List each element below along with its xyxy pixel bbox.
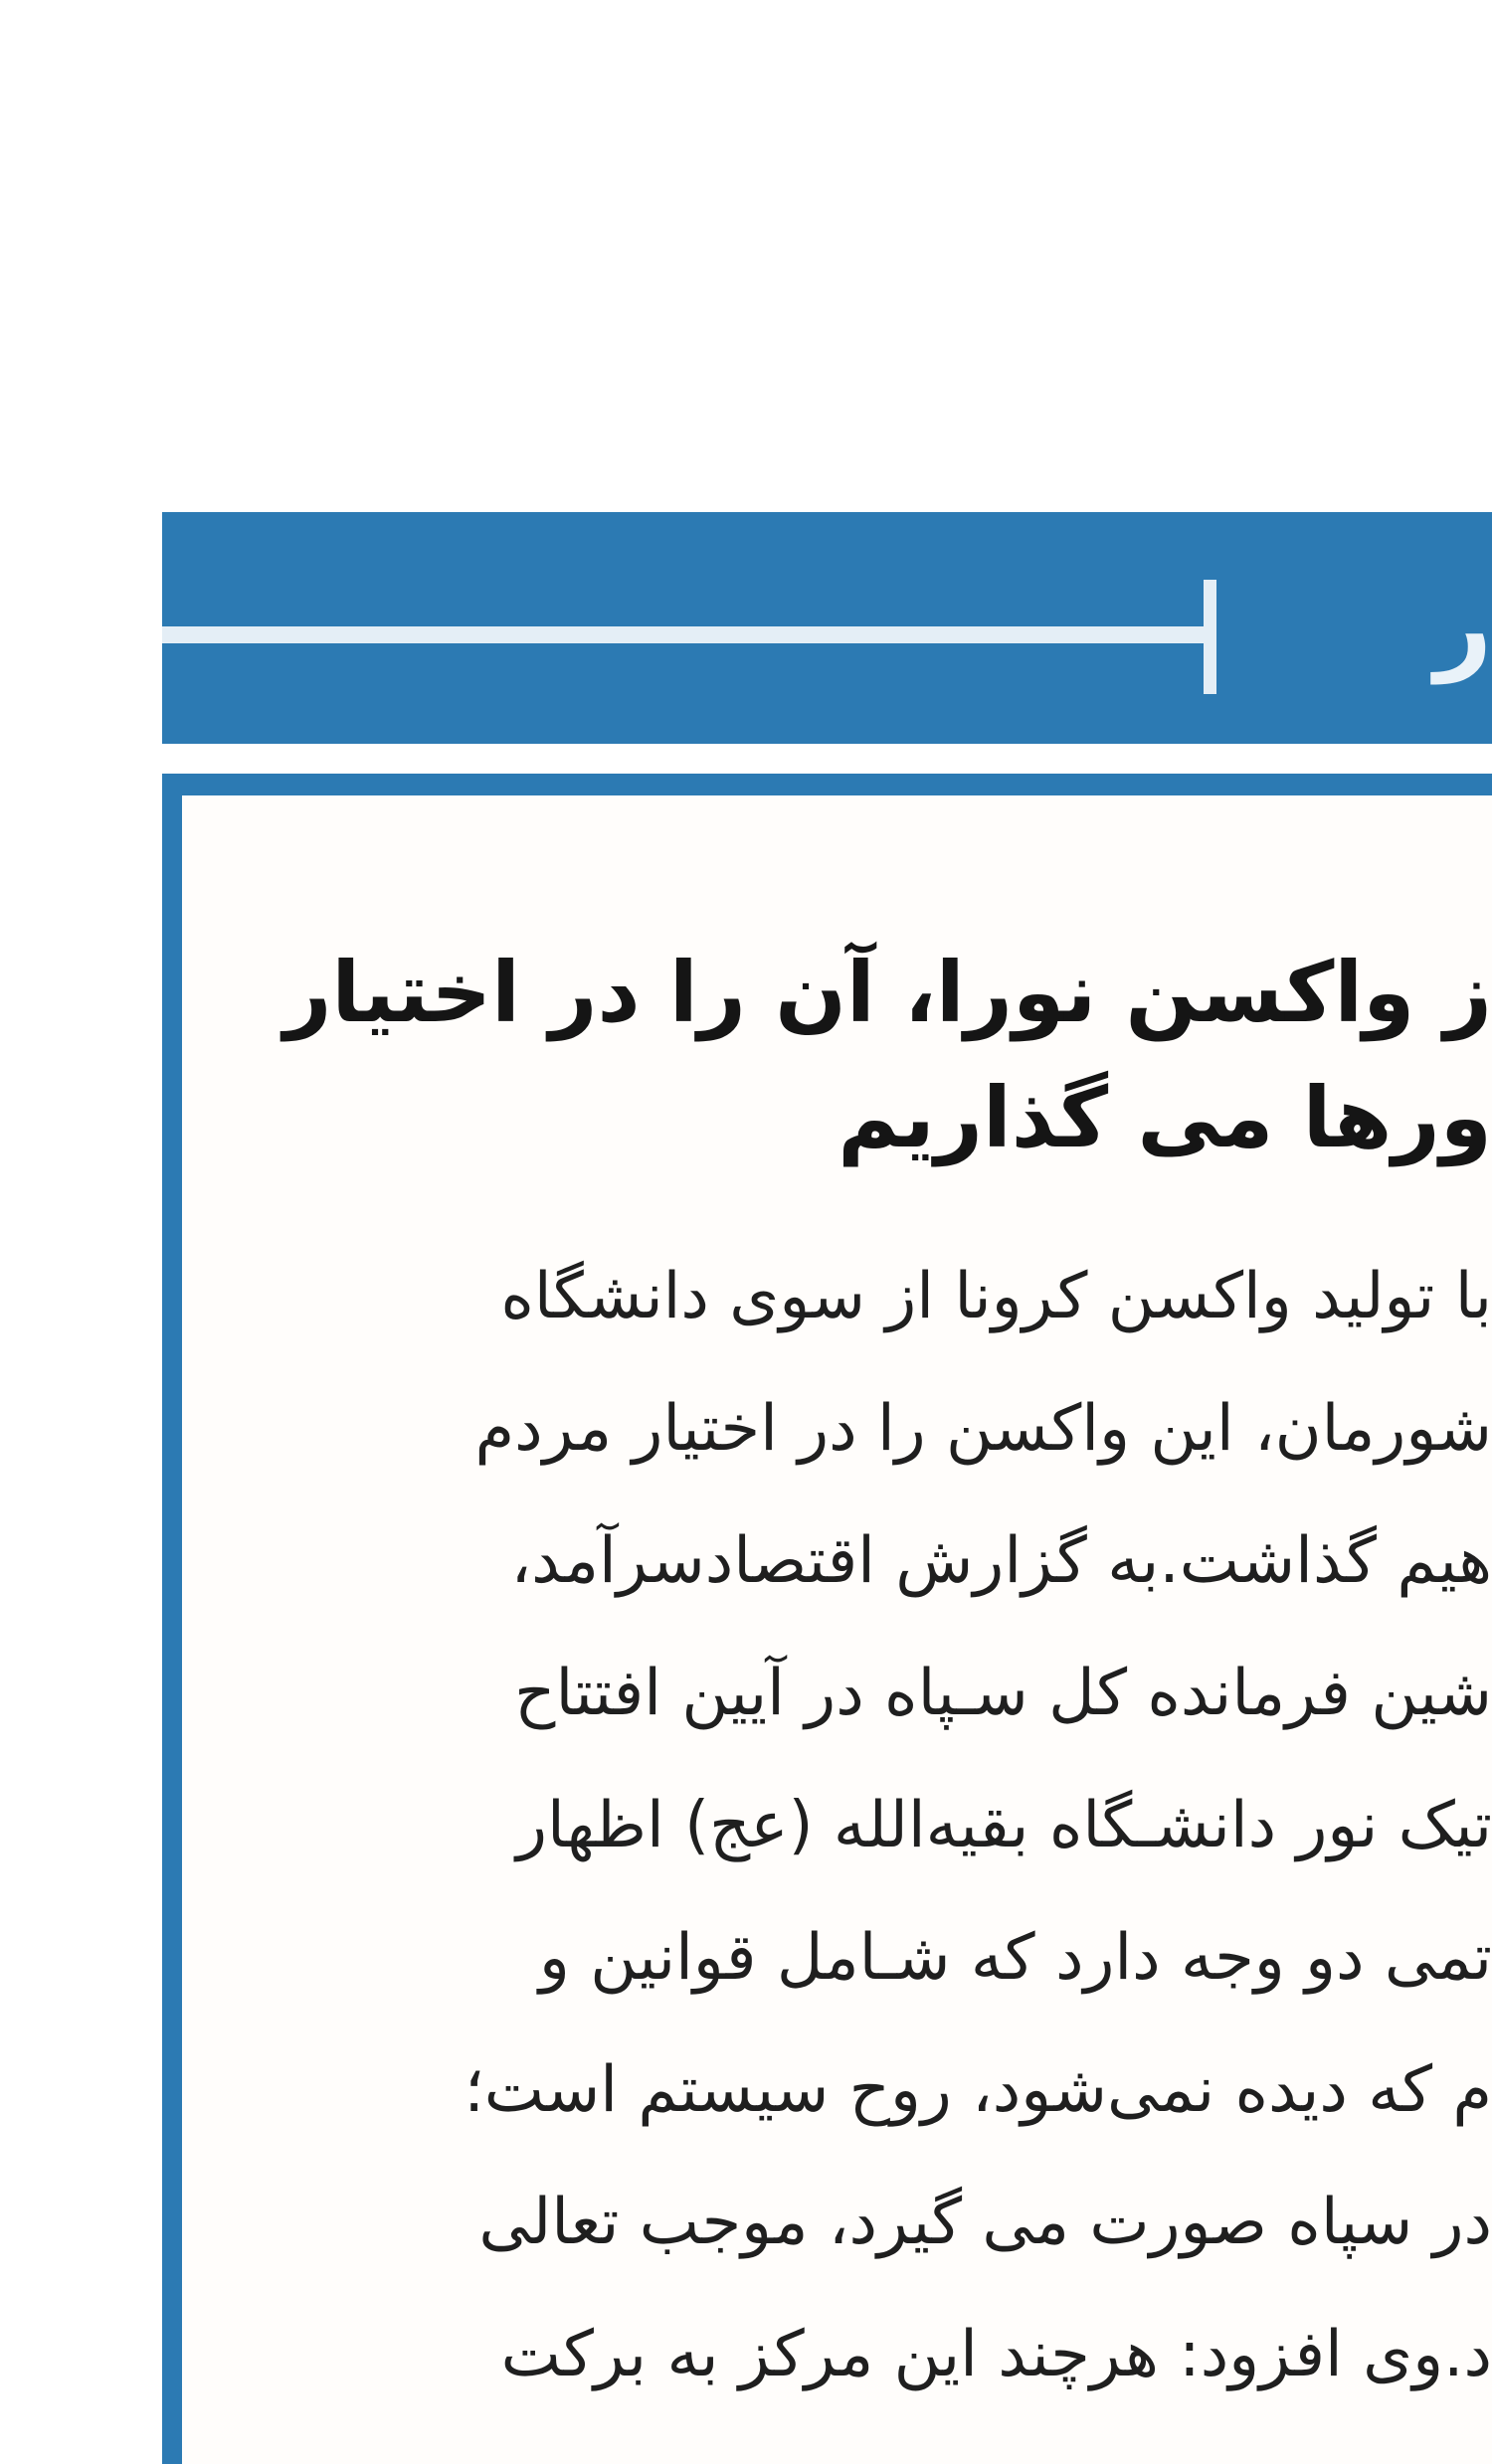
body-line: شین فرمانده کل سـپاه در آیین افتتاح [514, 1657, 1492, 1730]
body-line: تیک نور دانشـگاه بقیه‌الله (عج) اظهار [516, 1789, 1492, 1862]
body-line: هیم گذاشت.به گزارش اقتصادسرآمد، [510, 1524, 1492, 1598]
body-line: تمی دو وجه دارد که شـامل قوانین و [538, 1921, 1492, 1995]
section-header-band [162, 512, 1492, 744]
news-panel-frame [162, 774, 1492, 2464]
news-panel [182, 795, 1492, 2464]
body-line: شورمان، این واکسن را در اختیار مردم [474, 1392, 1492, 1466]
body-line: د.وی افزود: هرچند این مرکز به برکت [500, 2318, 1492, 2391]
header-rule-end-mark [1204, 580, 1216, 694]
body-line: با تولید واکسن کرونا از سوی دانشگاه [500, 1260, 1492, 1333]
headline-line: ورها می گذاریم [838, 1069, 1492, 1166]
body-line: در سپاه صورت می گیرد، موجب تعالی [478, 2186, 1492, 2259]
header-rule-line [162, 626, 1209, 643]
body-line: م که دیده نمی‌شود، روح سیستم است؛ [464, 2053, 1492, 2127]
news-headline [283, 930, 1492, 1180]
news-body [288, 1231, 1492, 2421]
section-title: ر [1434, 568, 1492, 684]
headline-line: ز واکسن نورا، آن را در اختیار [283, 944, 1492, 1041]
